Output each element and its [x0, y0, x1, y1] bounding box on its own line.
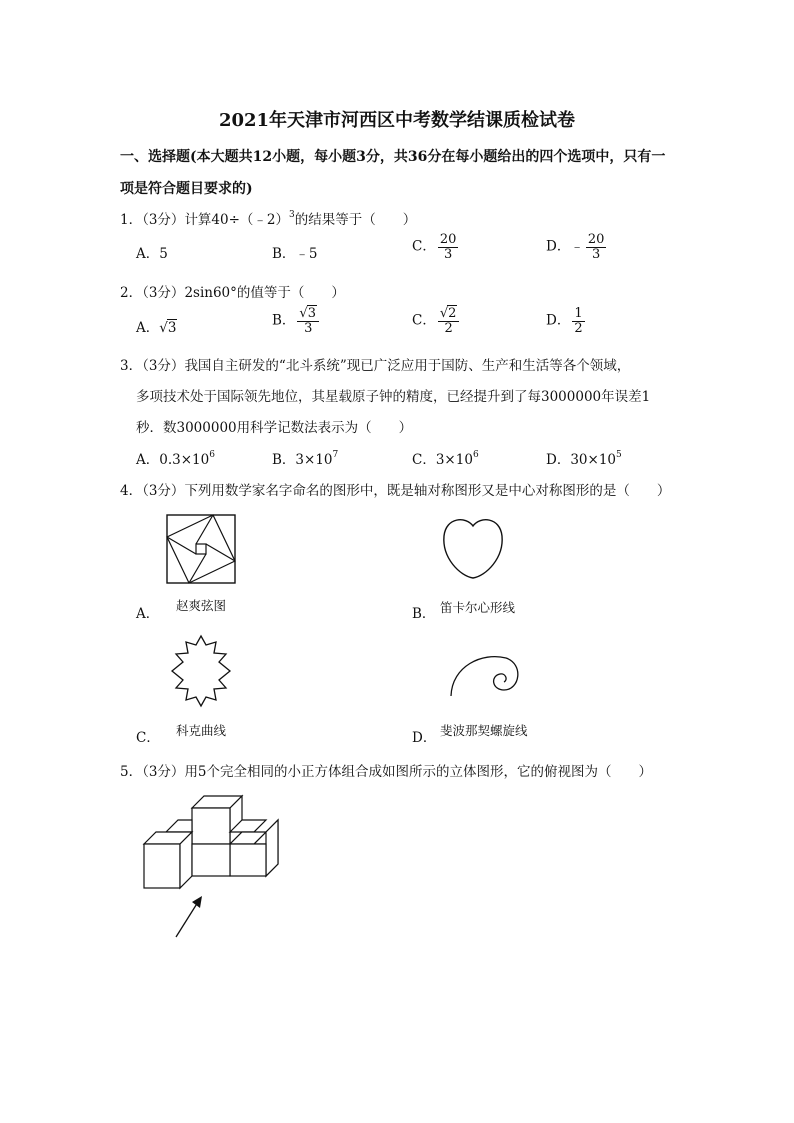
zhao-shuang-diagram-figure: [166, 514, 236, 584]
question-4-option-a-caption: 赵爽弦图: [176, 598, 227, 613]
question-4-option-d-label: D．: [412, 730, 437, 746]
question-2-stem: 2．（3分）2sin60°的值等于（ ）: [120, 285, 345, 301]
section-heading-line2: 项是符合题目要求的): [120, 181, 253, 197]
question-1-option-b: B．﹣5: [272, 246, 318, 262]
question-4-option-b-caption: 笛卡尔心形线: [440, 600, 516, 615]
question-3-stem-line3: 秒．数3000000用科学记数法表示为（ ）: [136, 420, 413, 436]
question-4-stem: 4．（3分）下列用数学家名字命名的图形中，既是轴对称图形又是中心对称图形的是（ ）: [120, 483, 671, 499]
question-4-option-b-label: B．: [412, 606, 436, 622]
page-title: 2021年天津市河西区中考数学结课质检试卷: [218, 110, 576, 131]
question-4-option-c-label: C．: [136, 730, 160, 746]
question-5-stem: 5．（3分）用5个完全相同的小正方体组合成如图所示的立体图形，它的俯视图为（ ）: [120, 764, 653, 780]
koch-snowflake-figure: [164, 634, 238, 708]
cardioid-figure: [440, 514, 506, 580]
question-4-option-c-caption: 科克曲线: [176, 723, 227, 738]
fibonacci-spiral-figure: [448, 652, 522, 700]
question-2-option-a: A．√3: [136, 320, 177, 336]
question-1-option-a: A．5: [136, 246, 168, 262]
section-heading-line1: 一、选择题(本大题共12小题，每小题3分，共36分在每小题给出的四个选项中，只有一: [120, 149, 666, 165]
question-2-option-c: C． $\frac{√2}{2}$: [412, 307, 461, 335]
question-2-option-d: D． $\frac{1}{2}$: [546, 306, 583, 336]
question-3-option-a: A．$0.3\times 10^6$: [136, 450, 215, 468]
question-4-option-d-caption: 斐波那契螺旋线: [440, 723, 528, 738]
question-3-option-c: C．$3\times 10^6$: [412, 450, 479, 468]
question-1-option-c: C． $\frac{20}{3}$: [412, 232, 457, 262]
question-1-option-d: D．﹣ $\frac{20}{3}$: [546, 232, 605, 262]
question-3-stem-line1: 3．（3分）我国自主研发的“北斗系统”现已广泛应用于国防、生产和生活等各个领域，: [120, 358, 631, 374]
question-1-stem: 1．（3分）计算40÷（﹣2）$^3$的结果等于（ ）: [120, 210, 417, 228]
cube-solid-figure: [140, 792, 290, 942]
question-3-option-d: D．$30\times 10^5$: [546, 450, 622, 468]
question-3-option-b: B．$3\times 10^7$: [272, 450, 339, 468]
question-2-option-b: B． $\frac{√3}{3}$: [272, 307, 321, 335]
question-3-stem-line2: 多项技术处于国际领先地位，其星载原子钟的精度，已经提升到了每3000000年误差1: [136, 389, 651, 405]
question-4-option-a-label: A．: [136, 606, 160, 622]
